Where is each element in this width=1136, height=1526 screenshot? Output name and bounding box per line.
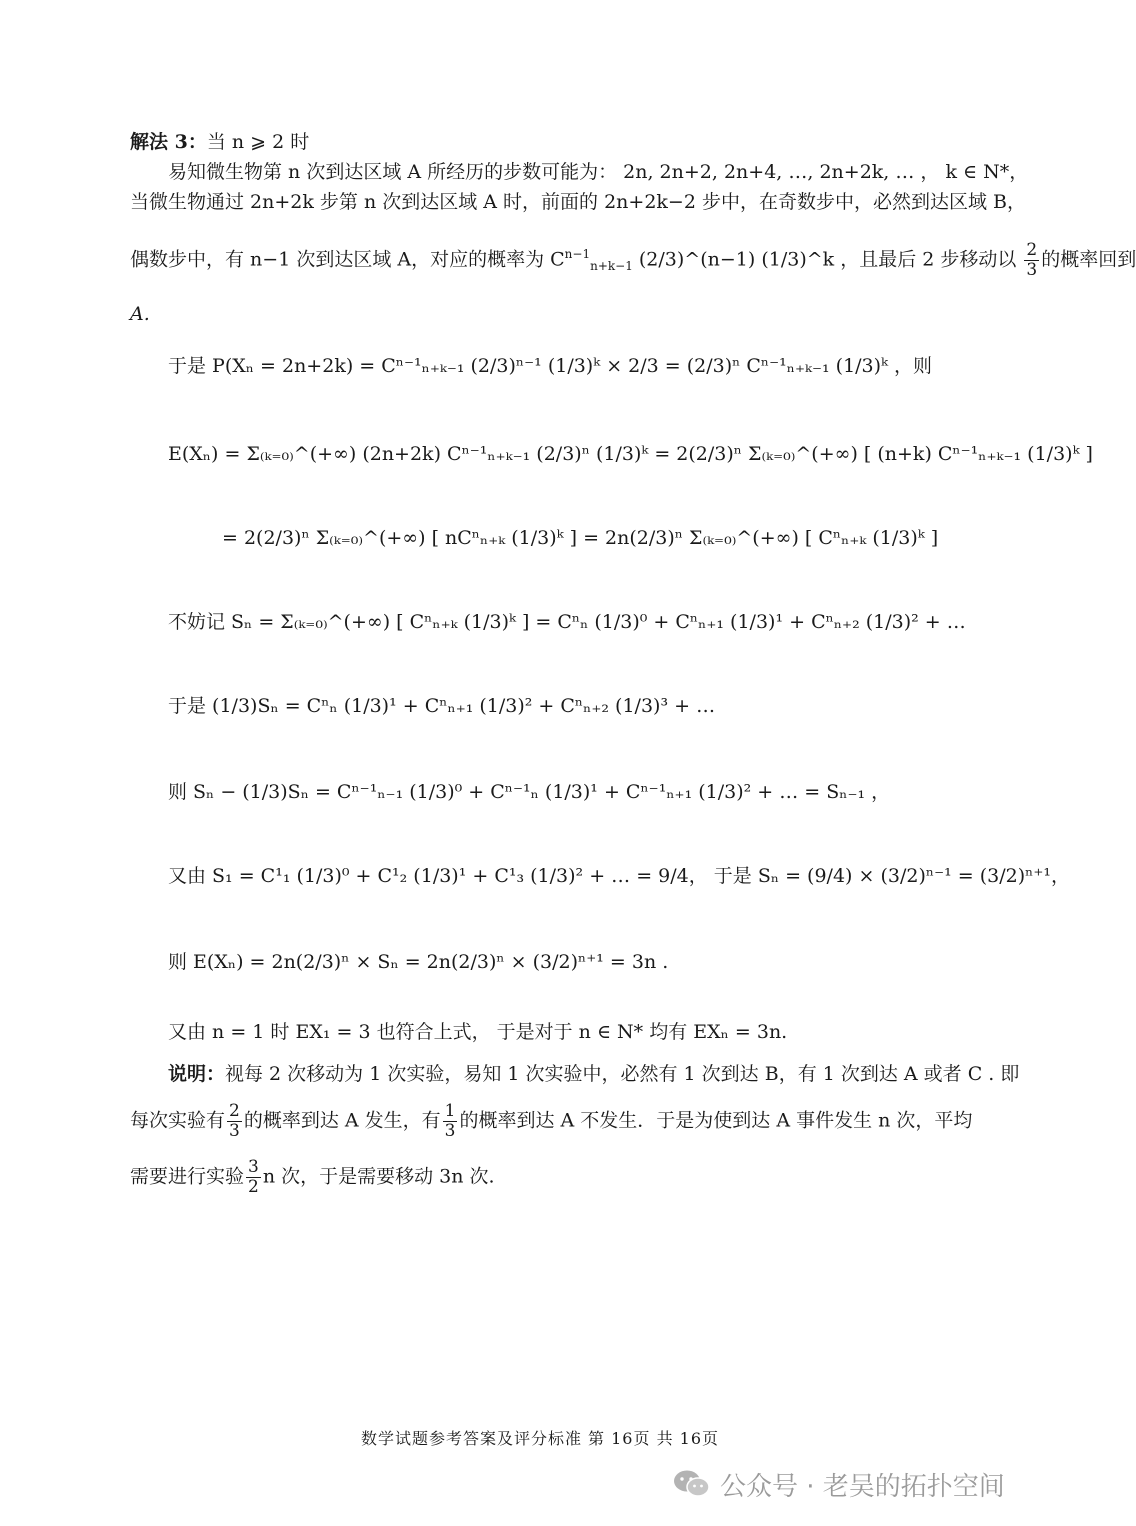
note-text-1: 视每 2 次移动为 1 次实验，易知 1 次实验中，必然有 1 次到达 B，有 1 次到达 A 或者 C . 即	[225, 1063, 1020, 1085]
note-line-2	[130, 1101, 973, 1141]
watermark	[672, 1462, 1062, 1506]
watermark-text: 公众号 · 老吴的拓扑空间	[720, 1471, 1005, 1502]
note-line-3-part-a: 需要进行实验	[130, 1165, 245, 1188]
equation-probability: 于是 P(Xₙ = 2n+2k) = Cⁿ⁻¹ₙ₊ₖ₋₁ (2/3)ⁿ⁻¹ (1/3)ᵏ × 2/3 = (2/3)ⁿ Cⁿ⁻¹ₙ₊ₖ₋₁ (1/3)ᵏ ，则	[168, 355, 933, 377]
equation-s1: 又由 S₁ = C¹₁ (1/3)⁰ + C¹₂ (1/3)¹ + C¹₃ (1/3)² + … = 9/4， 于是 Sₙ = (9/4) × (3/2)ⁿ⁻¹ = (3/2)ⁿ⁺¹，	[168, 865, 1070, 887]
text-line-3	[130, 239, 1136, 280]
note-line-2-part-b: 的概率到达 A 发生，有	[243, 1109, 441, 1132]
text-line-1: 易知微生物第 n 次到达区域 A 所经历的步数可能为： 2n, 2n+2, 2n+4, …, 2n+2k, … ， k ∈ N*，	[168, 161, 1029, 183]
page-footer: 数学试题参考答案及评分标准 第 16页 共 16页	[360, 1429, 720, 1448]
text-line-2: 当微生物通过 2n+2k 步第 n 次到达区域 A 时，前面的 2n+2k−2 步中，在奇数步中，必然到达区域 B，	[130, 191, 1026, 213]
fraction-one-third-note: $\frac{1}{3}$	[444, 1101, 456, 1141]
equation-third-s: 于是 (1/3)Sₙ = Cⁿₙ (1/3)¹ + Cⁿₙ₊₁ (1/3)² + Cⁿₙ₊₂ (1/3)³ + …	[168, 695, 716, 717]
binom-sub: n+k−1	[590, 259, 633, 274]
note-label: 说明：	[168, 1063, 226, 1085]
text-line-3-part-b: (2/3)^(n−1) (1/3)^k ，且最后 2 步移动以	[638, 248, 1017, 271]
fraction-two-thirds: $\frac{2}{3}$	[1026, 239, 1038, 280]
solution-heading-line	[130, 128, 960, 156]
text-line-3-part-a: 偶数步中，有 n−1 次到达区域 A，对应的概率为 C	[130, 248, 565, 271]
note-line-1	[168, 1060, 1020, 1088]
note-line-3	[130, 1158, 960, 1197]
fraction-two-thirds-note: $\frac{2}{3}$	[229, 1101, 240, 1141]
equation-define-s: 不妨记 Sₙ = Σ₍ₖ₌₀₎^(+∞) [ Cⁿₙ₊ₖ (1/3)ᵏ ] = Cⁿₙ (1/3)⁰ + Cⁿₙ₊₁ (1/3)¹ + Cⁿₙ₊₂ (1/3)² + …	[168, 611, 966, 633]
text-line-3-part-c: 的概率回到	[1041, 248, 1136, 271]
equation-expectation: E(Xₙ) = Σ₍ₖ₌₀₎^(+∞) (2n+2k) Cⁿ⁻¹ₙ₊ₖ₋₁ (2/3)ⁿ (1/3)ᵏ = 2(2/3)ⁿ Σ₍ₖ₌₀₎^(+∞) [ (n+k) Cⁿ⁻¹ₙ₊ₖ₋₁ (1/3)ᵏ ]	[168, 443, 1093, 465]
solution-condition: 当 n ⩾ 2 时	[206, 131, 310, 153]
equation-result: 则 E(Xₙ) = 2n(2/3)ⁿ × Sₙ = 2n(2/3)ⁿ × (3/2)ⁿ⁺¹ = 3n .	[168, 951, 669, 973]
binom-sup: n−1	[564, 247, 591, 261]
note-line-2-part-c: 的概率到达 A 不发生．于是为使到达 A 事件发生 n 次，平均	[459, 1109, 973, 1132]
solution-label: 解法 3：	[130, 131, 207, 153]
equation-difference: 则 Sₙ − (1/3)Sₙ = Cⁿ⁻¹ₙ₋₁ (1/3)⁰ + Cⁿ⁻¹ₙ (1/3)¹ + Cⁿ⁻¹ₙ₊₁ (1/3)² + … = Sₙ₋₁ ，	[168, 781, 891, 803]
note-line-3-part-b: n 次，于是需要移动 3n 次.	[262, 1165, 495, 1188]
fraction-three-halves: $\frac{3}{2}$	[248, 1157, 259, 1197]
text-line-4: A.	[130, 303, 150, 325]
note-line-2-part-a: 每次实验有	[130, 1109, 226, 1132]
text-conclusion: 又由 n = 1 时 EX₁ = 3 也符合上式， 于是对于 n ∈ N* 均有 EXₙ = 3n.	[168, 1021, 788, 1043]
equation-expectation-cont: = 2(2/3)ⁿ Σ₍ₖ₌₀₎^(+∞) [ nCⁿₙ₊ₖ (1/3)ᵏ ] = 2n(2/3)ⁿ Σ₍ₖ₌₀₎^(+∞) [ Cⁿₙ₊ₖ (1/3)ᵏ ]	[222, 527, 939, 549]
wechat-icon	[672, 1468, 712, 1500]
